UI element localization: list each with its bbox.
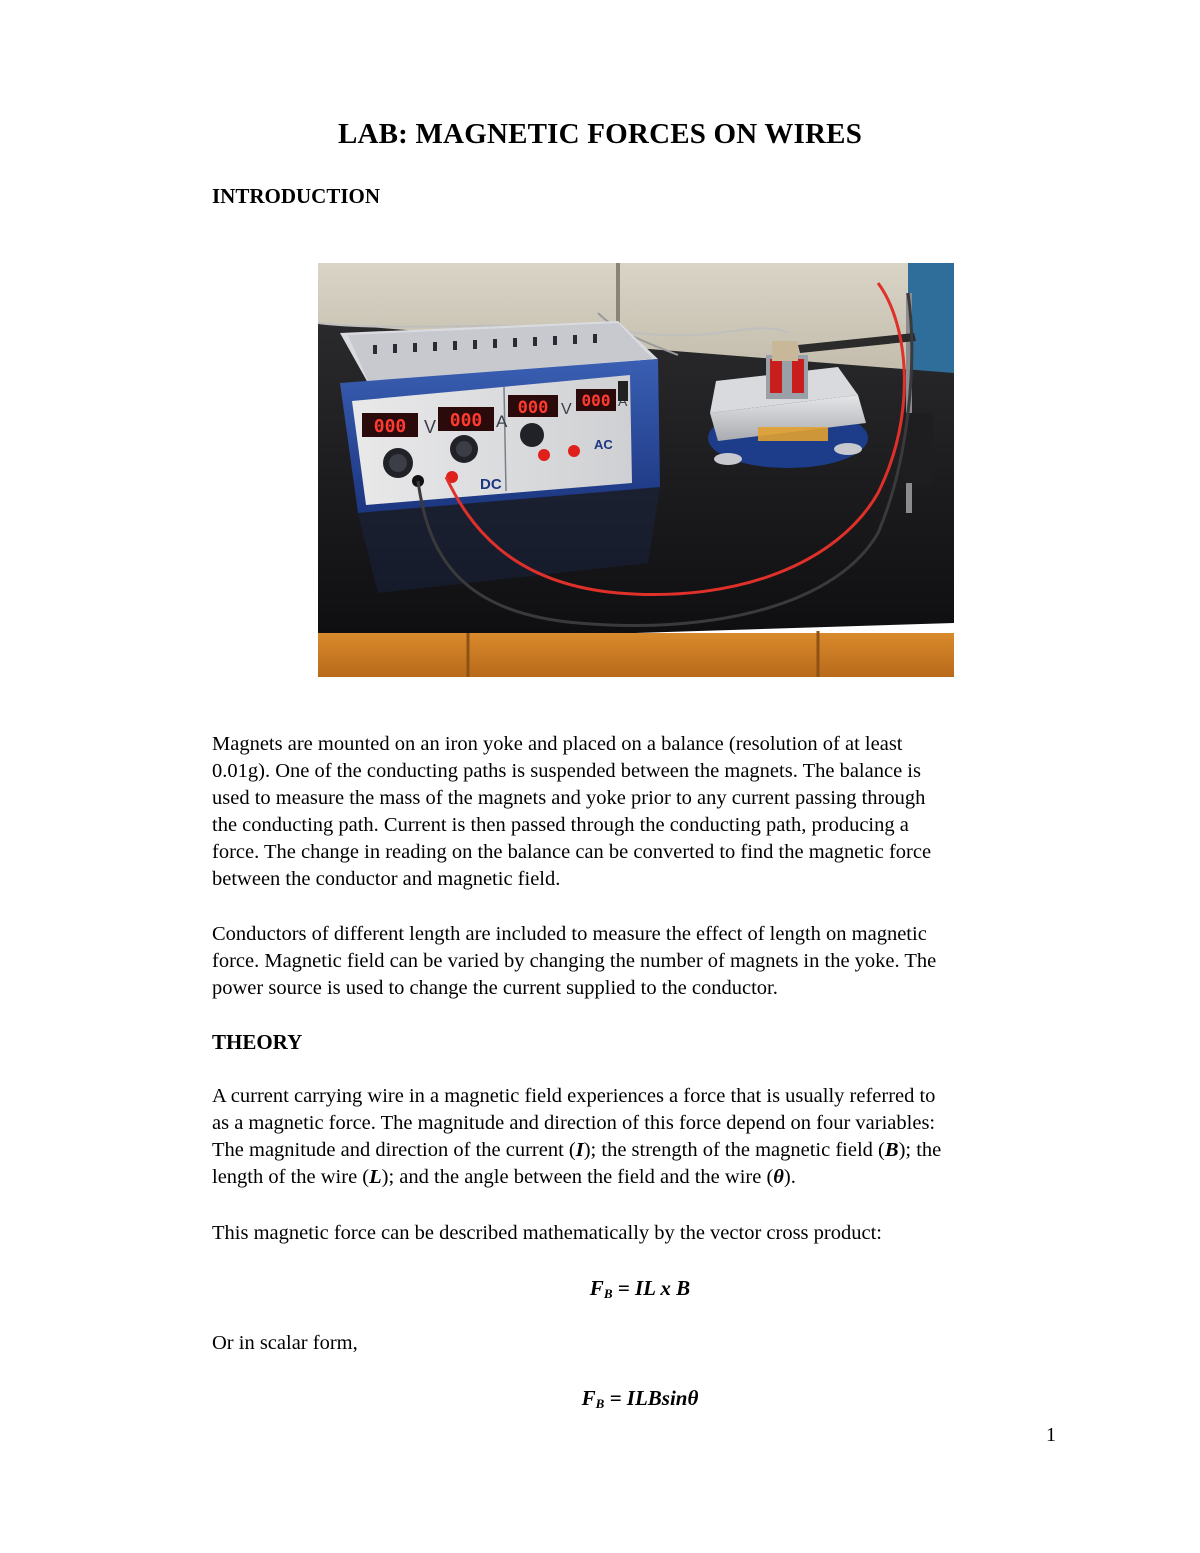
display-ac-volts: 000: [517, 398, 549, 418]
theory-paragraph-1: A current carrying wire in a magnetic field experiences a force that is usually referred to as a magnetic force. The magnitude and direction of this force depend on four variables: The magnitude and direction of the current (I); the strength of the magnetic field (B); the length of the wire (L); and the angle between the field and the wire (θ).: [212, 1083, 1072, 1191]
introduction-heading: INTRODUCTION: [212, 184, 381, 208]
page-title: LAB: MAGNETIC FORCES ON WIRES: [337, 118, 863, 150]
display-dc-volts: 000: [373, 416, 407, 437]
scalar-force-equation: $F_B = ILBsin\theta$: [581, 1386, 699, 1411]
display-dc-amps: 000: [449, 410, 483, 431]
theory-line-3: The magnitude and direction of the current (I); the strength of the magnetic field (B); the: [212, 1139, 942, 1161]
wall-object: [908, 263, 954, 383]
display-ac-v-label: V: [561, 401, 572, 418]
wood-cabinet: [318, 633, 954, 677]
page-number: 1: [1046, 1424, 1056, 1446]
ac-knob-icon: [520, 423, 544, 447]
vector-force-equation: $F_B$ = IL x B: [589, 1276, 691, 1301]
dc-label: DC: [480, 476, 502, 493]
power-supply: [340, 321, 660, 513]
theory-line-4: length of the wire (L); and the angle between the field and the wire (θ).: [212, 1166, 796, 1188]
display-ac-amps: 000: [581, 391, 611, 410]
intro-paragraph-2: Conductors of different length are included to measure the effect of length on magnetic force. Magnetic field can be varied by changing the number of magnets in the yoke. The power source is used to change the current supplied to the conductor.: [212, 923, 937, 999]
theory-paragraph-2: This magnetic force can be described mathematically by the vector cross product:: [212, 1222, 882, 1244]
display-dc-a-label: A: [496, 412, 508, 431]
lab-setup-photo: [318, 263, 954, 677]
intro-paragraph-1: Magnets are mounted on an iron yoke and placed on a balance (resolution of at least 0.01g). One of the conducting paths is suspended between the magnets. The balance is used to measure the mass of the magnets and yoke prior to any current passing through the conducting path. Current is then passed through the conducting path, producing a force. The change in reading on the balance can be converted to find the magnetic force between the conductor and magnetic field.: [212, 733, 932, 890]
theory-heading: THEORY: [212, 1030, 303, 1054]
ac-label: AC: [594, 437, 613, 452]
display-dc-v-label: V: [424, 417, 437, 437]
scalar-form-text: Or in scalar form,: [212, 1332, 358, 1354]
